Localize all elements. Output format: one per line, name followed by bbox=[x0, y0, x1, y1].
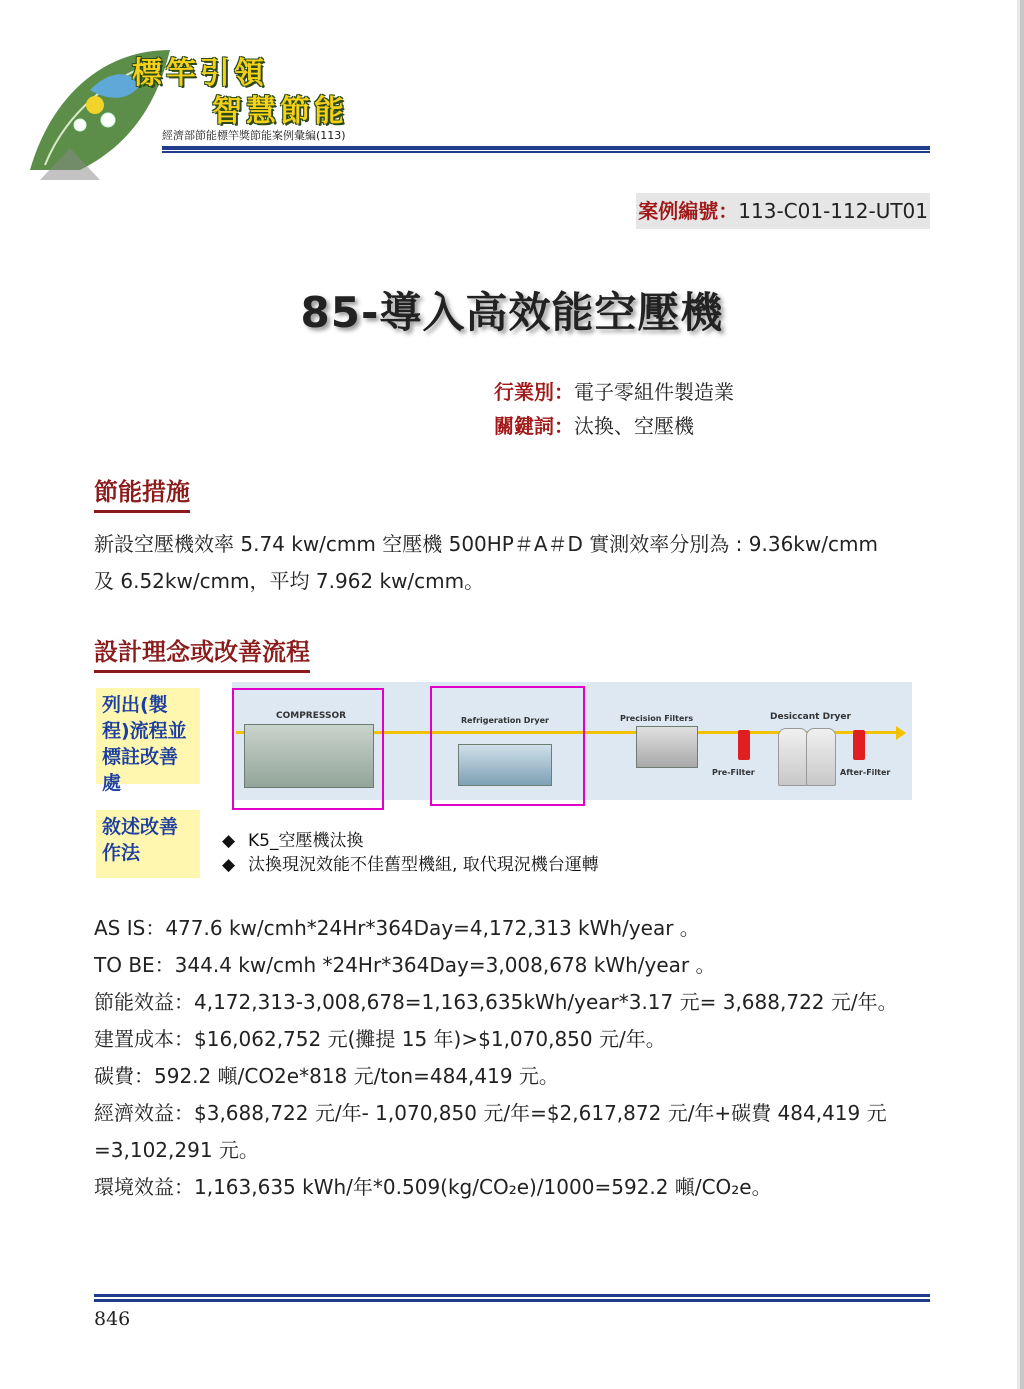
page-title: 85-導入高效能空壓機 bbox=[300, 288, 724, 337]
benefit-calculations bbox=[94, 910, 944, 1206]
logo-title-line1: 標竿引領 bbox=[132, 56, 268, 91]
industry-row bbox=[494, 376, 734, 405]
measures-paragraph bbox=[94, 526, 934, 600]
compressor-label: COMPRESSOR bbox=[276, 711, 347, 721]
diamond-bullet-icon: ◆ bbox=[222, 855, 236, 875]
installation-cost-line: 建置成本：$16,062,752 元(攤提 15 年)>$1,070,850 元/年。 bbox=[94, 1027, 666, 1051]
highlight-refrigeration-dryer bbox=[430, 686, 585, 806]
keyword-value: 汰換、空壓機 bbox=[574, 414, 694, 438]
pre-filter-label: Pre-Filter bbox=[712, 768, 755, 777]
to-be-line: TO BE：344.4 kw/cmh *24Hr*364Day=3,008,678 kWh/year 。 bbox=[94, 953, 716, 977]
page-number: 846 bbox=[94, 1308, 131, 1330]
desiccant-tank-right-icon bbox=[806, 728, 836, 786]
section-heading-measures: 節能措施 bbox=[94, 472, 190, 513]
as-is-line: AS IS：477.6 kw/cmh*24Hr*364Day=4,172,313 kWh/year 。 bbox=[94, 916, 700, 940]
flow-arrow-icon bbox=[896, 726, 906, 740]
keyword-label: 關鍵詞： bbox=[494, 414, 574, 438]
bullet-text-2: 汰換現況效能不佳舊型機組, 取代現況機台運轉 bbox=[248, 855, 599, 875]
measures-line-1: 新設空壓機效率 5.74 kw/cmm 空壓機 500HP＃A＃D 實測效率分別為 : 9.36kw/cmm bbox=[94, 532, 878, 556]
desiccant-dryer-label: Desiccant Dryer bbox=[770, 712, 851, 722]
energy-saving-line: 節能效益：4,172,313-3,008,678=1,163,635kWh/year*3.17 元= 3,688,722 元/年。 bbox=[94, 990, 898, 1014]
desiccant-tank-left-icon bbox=[778, 728, 808, 786]
measures-line-2: 及 6.52kw/cmm，平均 7.962 kw/cmm。 bbox=[94, 569, 485, 593]
page-edge bbox=[1020, 0, 1024, 1389]
improvement-label: 敘述改善作法 bbox=[96, 810, 200, 878]
industry-value: 電子零組件製造業 bbox=[574, 380, 734, 404]
footer-rule bbox=[94, 1294, 930, 1297]
bullet-item bbox=[222, 826, 363, 851]
industry-label: 行業別： bbox=[494, 380, 574, 404]
bullet-text-1: K5_空壓機汰換 bbox=[248, 831, 364, 851]
precision-filters-label: Precision Filters bbox=[620, 714, 694, 723]
bullet-item bbox=[222, 850, 599, 875]
economic-benefit-line-1: 經濟效益：$3,688,722 元/年- 1,070,850 元/年=$2,617,872 元/年+碳費 484,419 元 bbox=[94, 1101, 887, 1125]
environmental-benefit-line: 環境效益：1,163,635 kWh/年*0.509(kg/CO₂e)/1000=592.2 噸/CO₂e。 bbox=[94, 1175, 772, 1199]
after-filter-label: After-Filter bbox=[840, 768, 891, 777]
footer-rule-second bbox=[94, 1299, 930, 1302]
header-rule-thin bbox=[162, 151, 930, 153]
carbon-fee-line: 碳費：592.2 噸/CO2e*818 元/ton=484,419 元。 bbox=[94, 1064, 559, 1088]
section-heading-design: 設計理念或改善流程 bbox=[94, 632, 310, 673]
diamond-bullet-icon: ◆ bbox=[222, 831, 236, 851]
after-filter-icon bbox=[853, 730, 865, 760]
case-number-value: 113-C01-112-UT01 bbox=[738, 199, 928, 223]
pre-filter-icon bbox=[738, 730, 750, 760]
publication-name: 經濟部節能標竿獎節能案例彙編(113) bbox=[162, 129, 346, 142]
logo-title-line2: 智慧節能 bbox=[212, 94, 348, 129]
header-rule bbox=[162, 146, 930, 150]
keyword-row bbox=[494, 410, 694, 439]
refrigeration-dryer-label: Refrigeration Dryer bbox=[461, 716, 549, 725]
highlight-compressor bbox=[232, 688, 384, 810]
case-number bbox=[636, 193, 930, 229]
process-label: 列出(製程)流程並標註改善處 bbox=[96, 688, 200, 784]
case-number-label: 案例編號： bbox=[638, 199, 739, 223]
economic-benefit-line-2: =3,102,291 元。 bbox=[94, 1138, 259, 1162]
precision-filters-icon bbox=[636, 726, 698, 768]
